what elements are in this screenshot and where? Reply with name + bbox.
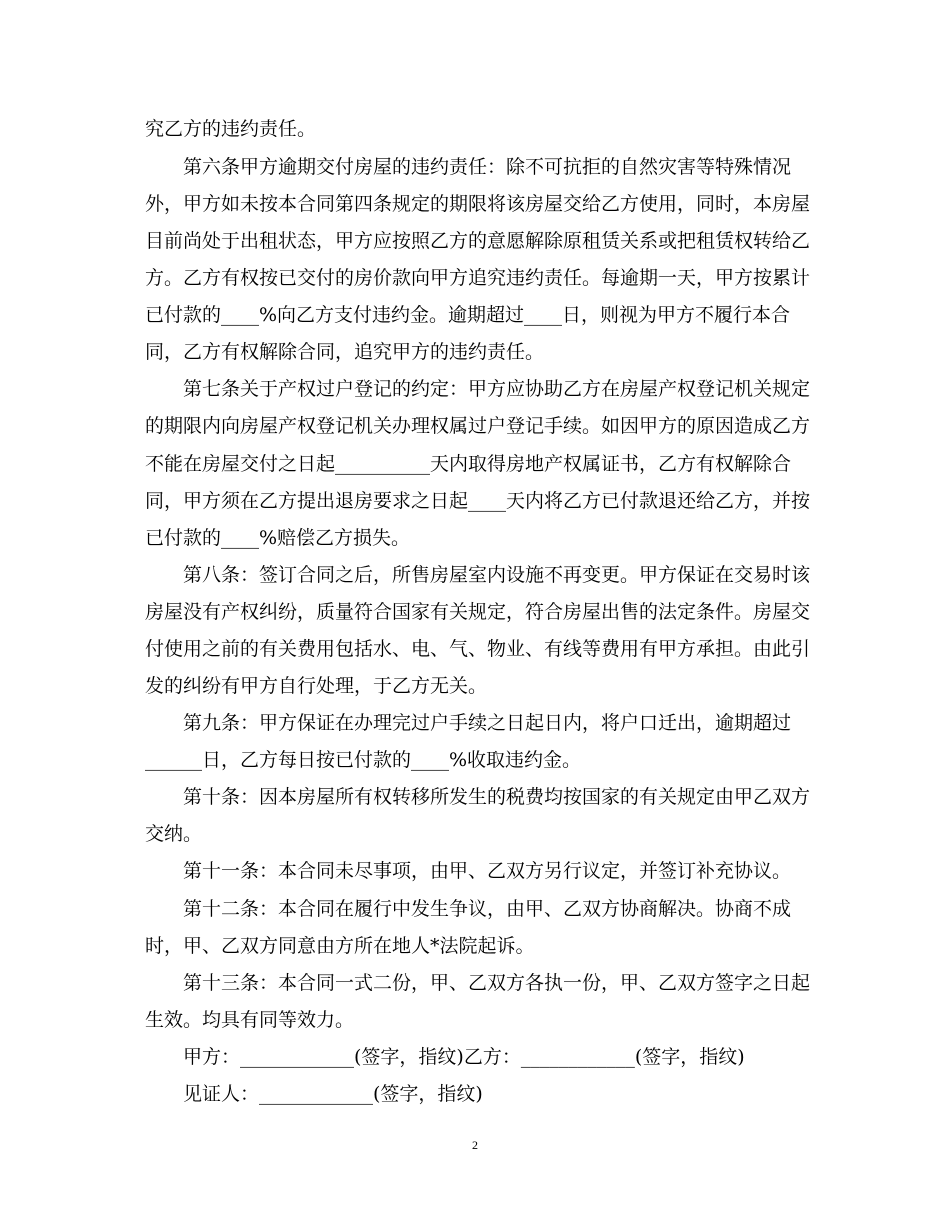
paragraph-article-7: 第七条关于产权过户登记的约定：甲方应协助乙方在房屋产权登记机关规定 <box>183 378 811 400</box>
paragraph-article-13: 第十三条：本合同一式二份，甲、乙双方各执一份，甲、乙双方签字之日起 <box>183 972 811 994</box>
text-line: 时，甲、乙双方同意由方所在地人*法院起诉。 <box>145 935 535 957</box>
text-line: 同，甲方须在乙方提出退房要求之日起____天内将乙方已付款退还给乙方，并按 <box>145 490 811 512</box>
text-line: 已付款的____%向乙方支付违约金。逾期超过____日，则视为甲方不履行本合 <box>145 304 791 326</box>
page-number: 2 <box>472 1138 478 1152</box>
paragraph-article-12: 第十二条：本合同在履行中发生争议，由甲、乙双方协商解决。协商不成 <box>183 898 792 920</box>
signature-line-parties: 甲方：____________(签字，指纹)乙方：____________(签字，指纹) <box>183 1046 745 1068</box>
text-line: ______日，乙方每日按已付款的____%收取违约金。 <box>145 749 582 771</box>
paragraph-article-11: 第十一条：本合同未尽事项，由甲、乙双方另行议定，并签订补充协议。 <box>183 860 792 882</box>
text-line: 究乙方的违约责任。 <box>145 118 317 140</box>
text-line: 方。乙方有权按已交付的房价款向甲方追究违约责任。每逾期一天，甲方按累计 <box>145 267 811 289</box>
text-line: 房屋没有产权纠纷，质量符合国家有关规定，符合房屋出售的法定条件。房屋交 <box>145 601 811 623</box>
paragraph-article-6: 第六条甲方逾期交付房屋的违约责任：除不可抗拒的自然灾害等特殊情况 <box>183 156 792 178</box>
paragraph-article-9: 第九条：甲方保证在办理完过户手续之日起日内，将户口迁出，逾期超过 <box>183 712 792 734</box>
text-line: 已付款的____%赔偿乙方损失。 <box>145 527 411 549</box>
text-line: 同，乙方有权解除合同，追究甲方的违约责任。 <box>145 341 545 363</box>
text-line: 的期限内向房屋产权登记机关办理权属过户登记手续。如因甲方的原因造成乙方 <box>145 415 811 437</box>
text-line: 不能在房屋交付之日起__________天内取得房地产权属证书，乙方有权解除合 <box>145 453 792 475</box>
paragraph-article-10: 第十条：因本房屋所有权转移所发生的税费均按国家的有关规定由甲乙双方 <box>183 786 811 808</box>
text-line: 发的纠纷有甲方自行处理，于乙方无关。 <box>145 675 488 697</box>
text-line: 交纳。 <box>145 823 203 845</box>
paragraph-article-8: 第八条：签订合同之后，所售房屋室内设施不再变更。甲方保证在交易时该 <box>183 564 811 586</box>
signature-line-witness: 见证人：____________(签字，指纹) <box>183 1083 483 1105</box>
text-line: 付使用之前的有关费用包括水、电、气、物业、有线等费用有甲方承担。由此引 <box>145 638 811 660</box>
text-line: 外，甲方如未按本合同第四条规定的期限将该房屋交给乙方使用，同时，本房屋 <box>145 193 811 215</box>
text-line: 生效。均具有同等效力。 <box>145 1009 355 1031</box>
text-line: 目前尚处于出租状态，甲方应按照乙方的意愿解除原租赁关系或把租赁权转给乙 <box>145 230 811 252</box>
